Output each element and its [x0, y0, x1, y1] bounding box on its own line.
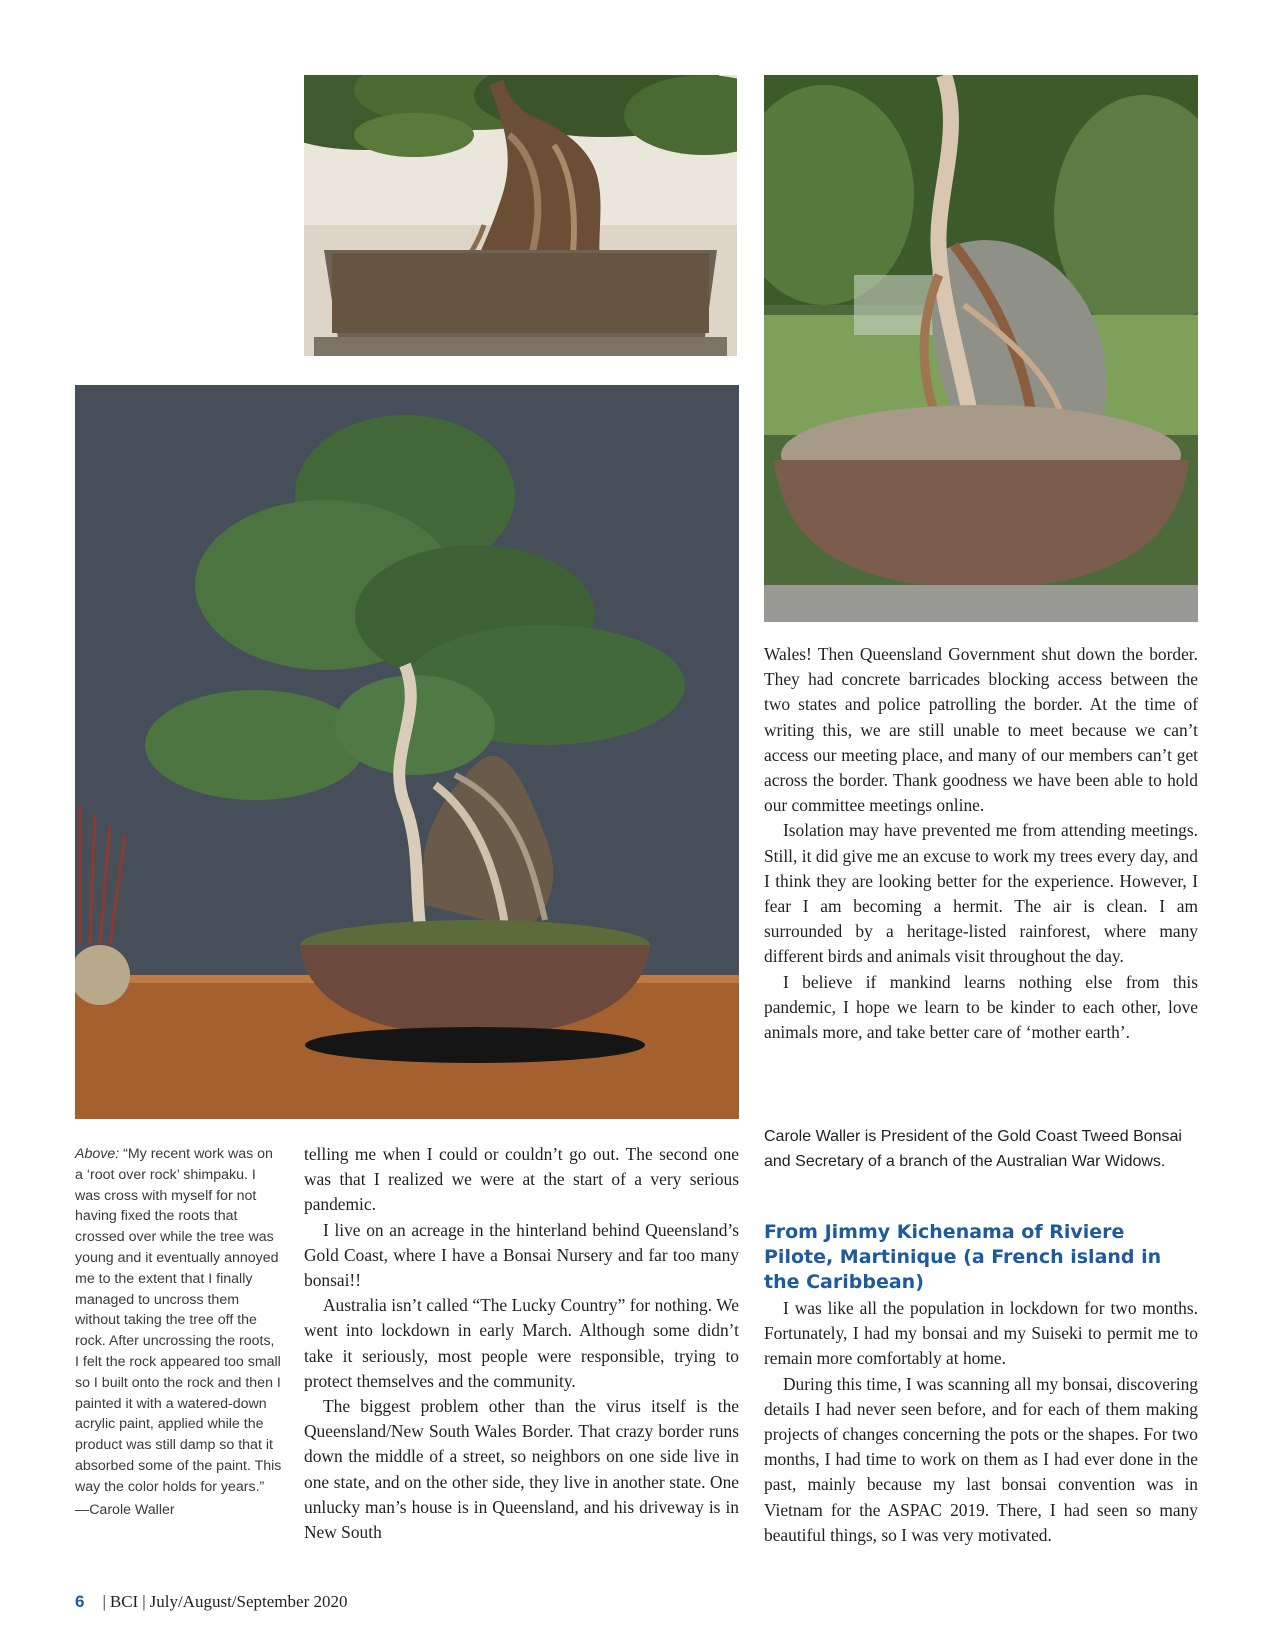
paragraph: The biggest problem other than the virus itself is the Queensland/New South Wales Border. That crazy border runs down the middle of a street, so neighbors on one side live in one state, and on the other side, they live in another state. One unlucky man’s house is in Queensland, and his driveway is in New South [304, 1396, 739, 1543]
paragraph: Australia isn’t called “The Lucky Country” for nothing. We went into lockdown in early March. Although some didn’t take it seriously, most people were responsible, trying to protect themselves and the community. [304, 1295, 739, 1391]
caption-credit: —Carole Waller [75, 1501, 175, 1518]
caption-lead: Above: [75, 1146, 120, 1162]
middle-column [304, 1142, 739, 1545]
publication-name: BCI [109, 1592, 139, 1611]
footer-separator: | [142, 1592, 146, 1611]
page-number: 6 [75, 1592, 85, 1611]
paragraph: During this time, I was scanning all my bonsai, discovering details I had never seen before, and for each of them making projects of changes concerning the pots or the shapes. For two months, I had time to work on them as I had ever done in the past, mainly because my last bonsai convention was in Vietnam for the ASPAC 2019. There, I had seen so many beautiful things, so I was very motivated. [764, 1373, 1198, 1545]
paragraph: Wales! Then Queensland Government shut down the border. They had concrete barricades blocking access between the two states and police patrolling the border. At the time of writing this, we are still unable to meet because we can’t access our meeting place, and many of our members can’t get across the border. Thank goodness we have been able to hold our committee meetings online. [764, 644, 1198, 816]
paragraph: I was like all the population in lockdown for two months. Fortunately, I had my bonsai and my Suiseki to permit me to remain more comfortably at home. [764, 1298, 1198, 1369]
right-column-lower [764, 1296, 1198, 1548]
paragraph: I live on an acreage in the hinterland behind Queensland’s Gold Coast, where I have a Bonsai Nursery and far too many bonsai!! [304, 1219, 739, 1291]
shimpaku-bonsai-main-photo [75, 385, 739, 1119]
issue-date: July/August/September 2020 [149, 1592, 348, 1611]
root-over-rock-outdoor-photo [764, 75, 1198, 622]
section-heading: From Jimmy Kichenama of Riviere Pilote, Martinique (a French island in the Caribbean) [764, 1221, 1162, 1293]
juniper-trunk-photo [304, 75, 737, 356]
paragraph: telling me when I could or couldn’t go out. The second one was that I realized we were at the start of a very serious pandemic. [304, 1144, 739, 1215]
paragraph: Isolation may have prevented me from attending meetings. Still, it did give me an excuse to work my trees every day, and I think they are looking better for the experience. However, I fear I am becoming a hermit. The air is clean. I am surrounded by a heritage-listed rainforest, where many different birds and animals visit throughout the day. [764, 820, 1198, 967]
author-bio: Carole Waller is President of the Gold Coast Tweed Bonsai and Secretary of a branch of the Australian War Widows. [764, 1128, 1182, 1170]
caption-text: “My recent work was on a ‘root over rock’ shimpaku. I was cross with myself for not having fixed the roots that crossed over while the tree was young and it eventually annoyed me to the extent that I finally managed to uncross them without taking the tree off the rock. After uncrossing the roots, I felt the rock appeared too small so I built onto the rock and then I painted it with a watered-down acrylic paint, applied while the product was still damp so that it absorbed some of the paint. This way the color holds for years.” [75, 1146, 282, 1495]
right-column [764, 642, 1198, 1045]
paragraph: I believe if mankind learns nothing else from this pandemic, I hope we learn to be kinder to each other, love animals more, and take better care of ‘mother earth’. [764, 971, 1198, 1043]
page-footer [75, 1592, 347, 1612]
photo-caption [75, 1144, 282, 1520]
footer-separator: | [102, 1592, 106, 1611]
